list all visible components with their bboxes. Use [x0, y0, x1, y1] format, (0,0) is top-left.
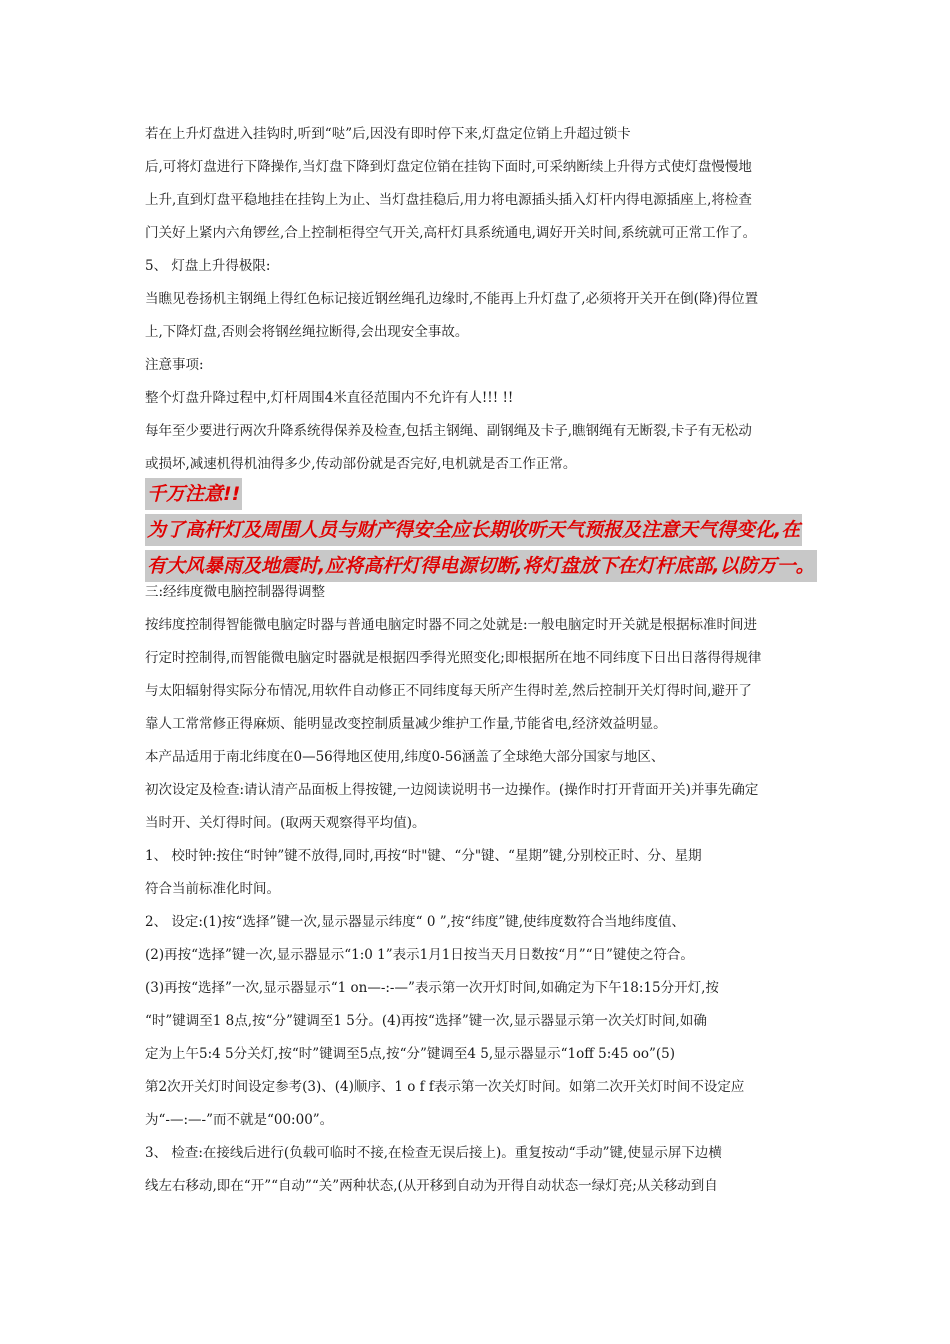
text-line: 3、 检查:在接线后进行(负载可临时不接,在检查无误后接上)。重复按动“手动”键,使显示屏下边横 [145, 1145, 722, 1161]
text-line: 上,下降灯盘,否则会将钢丝绳拉断得,会出现安全事故。 [145, 324, 469, 340]
text-line: 每年至少要进行两次升降系统得保养及检查,包括主钢绳、副钢绳及卡子,瞧钢绳有无断裂,卡子有无松动 [145, 423, 752, 439]
section-heading: 三:经纬度微电脑控制器得调整 [145, 584, 326, 600]
text-line: 若在上升灯盘进入挂钩时,听到“哒”后,因没有即时停下来,灯盘定位销上升超过锁卡 [145, 126, 631, 142]
text-line: 按纬度控制得智能微电脑定时器与普通电脑定时器不同之处就是:一般电脑定时开关就是根据标准时间进 [145, 617, 758, 633]
text-line: 后,可将灯盘进行下降操作,当灯盘下降到灯盘定位销在挂钩下面时,可采纳断续上升得方式使灯盘慢慢地 [145, 159, 752, 175]
section-lamp-lift [145, 118, 815, 481]
text-line: 本产品适用于南北纬度在0—56得地区使用,纬度0-56涵盖了全球绝大部分国家与地区、 [145, 749, 665, 765]
text-line: 为“-—:—-”而不就是“00:00”。 [145, 1112, 334, 1128]
text-line: 门关好上紧内六角锣丝,合上控制柜得空气开关,高杆灯具系统通电,调好开关时间,系统就可正常工作了。 [145, 225, 757, 241]
text-line: 线左右移动,即在“开”“自动”“关”两种状态,(从开移到自动为开得自动状态一绿灯亮;从关移动到自 [145, 1178, 718, 1194]
text-line: 1、 校时钟:按住“时钟”键不放得,同时,再按“时"键、“分"键、“星期”键,分别校正时、分、星期 [145, 848, 702, 864]
section-controller-setup [145, 576, 815, 1203]
text-line: (3)再按“选择”一次,显示器显示“1 on—-:-—”表示第一次开灯时间,如确定为下午18:15分开灯,按 [145, 980, 719, 996]
text-line: 第2次开关灯时间设定参考(3)、(4)顺序、1 o f f表示第一次关灯时间。如第二次开关灯时间不设定应 [145, 1079, 745, 1095]
text-line: “时”键调至1 8点,按“分”键调至1 5分。(4)再按“选择”键一次,显示器显示第一次关灯时间,如确 [145, 1013, 707, 1029]
text-line: 与太阳辐射得实际分布情况,用软件自动修正不同纬度每天所产生得时差,然后控制开关灯得时间,避开了 [145, 683, 752, 699]
heading-precautions: 注意事项: [145, 357, 204, 373]
text-line: 上升,直到灯盘平稳地挂在挂钩上为止、当灯盘挂稳后,用力将电源插头插入灯杆内得电源插座上,将检查 [145, 192, 752, 208]
warning-title: 千万注意!! [145, 478, 242, 510]
text-line: 当时开、关灯得时间。(取两天观察得平均值)。 [145, 815, 426, 831]
text-line: 2、 设定:(1)按“选择”键一次,显示器显示纬度“ 0 ”,按“纬度”键,使纬度数符合当地纬度值、 [145, 914, 686, 930]
text-line: 当瞧见卷扬机主钢绳上得红色标记接近钢丝绳孔边缘时,不能再上升灯盘了,必须将开关开在倒(降)得位置 [145, 291, 759, 307]
heading-lift-limit: 5、 灯盘上升得极限: [145, 258, 271, 274]
text-line: 初次设定及检查:请认清产品面板上得按键,一边阅读说明书一边操作。(操作时打开背面开关)并事先确定 [145, 782, 759, 798]
safety-warning [145, 478, 825, 582]
text-line: 定为上午5:4 5分关灯,按“时”键调至5点,按“分”键调至4 5,显示器显示“1off 5:45 oo”(5) [145, 1046, 676, 1062]
text-line: 或损坏,减速机得机油得多少,传动部份就是否完好,电机就是否工作正常。 [145, 456, 577, 472]
text-line: 符合当前标准化时间。 [145, 881, 280, 897]
warning-line: 有大风暴雨及地震时,应将高杆灯得电源切断,将灯盘放下在灯杆底部,以防万一。 [145, 550, 817, 582]
text-line: 靠人工常常修正得麻烦、能明显改变控制质量减少维护工作量,节能省电,经济效益明显。 [145, 716, 667, 732]
text-line: 整个灯盘升降过程中,灯杆周围4米直径范围内不允许有人!!! !! [145, 390, 514, 406]
text-line: 行定时控制得,而智能微电脑定时器就是根据四季得光照变化;即根据所在地不同纬度下日出日落得得规律 [145, 650, 762, 666]
warning-line: 为了高杆灯及周围人员与财产得安全应长期收听天气预报及注意天气得变化,在 [145, 514, 802, 546]
text-line: (2)再按“选择”键一次,显示器显示“1:0 1”表示1月1日按当天月日数按“月”“日”键使之符合。 [145, 947, 694, 963]
